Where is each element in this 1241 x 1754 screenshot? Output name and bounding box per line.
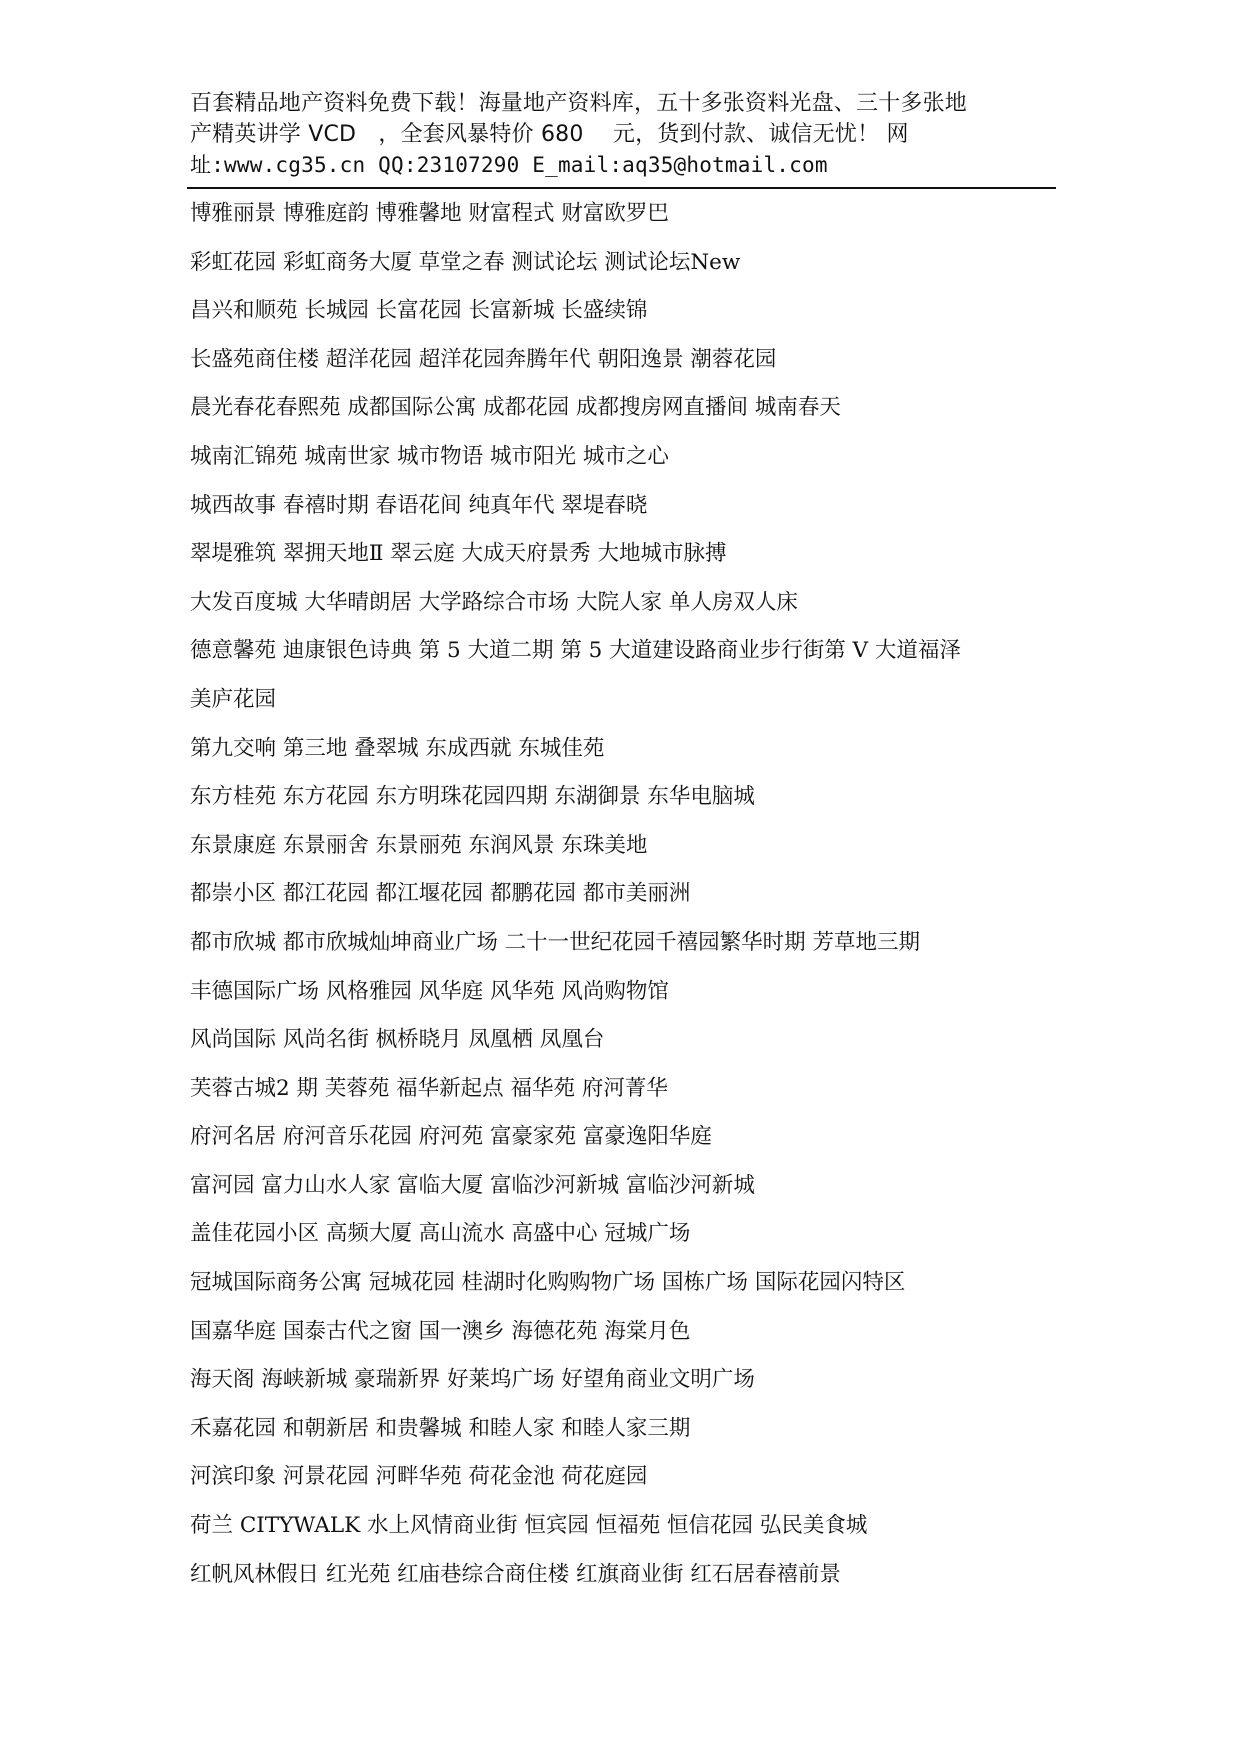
property-list xyxy=(190,196,1070,1605)
header-line-1: 百套精品地产资料免费下载！海量地产资料库，五十多张资料光盘、三十多张地 xyxy=(190,91,968,116)
list-item: 海天阁 海峡新城 豪瑞新界 好莱坞广场 好望角商业文明广场 xyxy=(190,1367,755,1393)
list-item: 彩虹花园 彩虹商务大厦 草堂之春 测试论坛 测试论坛New xyxy=(190,249,741,275)
list-item: 东景康庭 东景丽舍 东景丽苑 东润风景 东珠美地 xyxy=(190,832,648,858)
list-item: 第九交响 第三地 叠翠城 东成西就 东城佳苑 xyxy=(190,735,605,761)
list-item: 大发百度城 大华晴朗居 大学路综合市场 大院人家 单人房双人床 xyxy=(190,589,798,615)
list-item: 禾嘉花园 和朝新居 和贵馨城 和睦人家 和睦人家三期 xyxy=(190,1415,691,1441)
list-item: 博雅丽景 博雅庭韵 博雅馨地 财富程式 财富欧罗巴 xyxy=(190,201,669,226)
list-item: 盖佳花园小区 高频大厦 高山流水 高盛中心 冠城广场 xyxy=(190,1221,691,1247)
list-item: 城西故事 春禧时期 春语花间 纯真年代 翠堤春晓 xyxy=(190,492,648,518)
list-item: 河滨印象 河景花园 河畔华苑 荷花金池 荷花庭园 xyxy=(190,1464,648,1490)
list-item: 东方桂苑 东方花园 东方明珠花园四期 东湖御景 东华电脑城 xyxy=(190,784,755,810)
ad-header xyxy=(190,88,1060,181)
list-item: 富河园 富力山水人家 富临大厦 富临沙河新城 富临沙河新城 xyxy=(190,1172,755,1198)
list-item: 都市欣城 都市欣城灿坤商业广场 二十一世纪花园千禧园繁华时期 芳草地三期 xyxy=(190,929,921,955)
list-item: 美庐花园 xyxy=(190,686,277,712)
list-item: 荷兰 CITYWALK 水上风情商业街 恒宾园 恒福苑 恒信花园 弘民美食城 xyxy=(190,1513,868,1539)
header-line-3: 址:www.cg35.cn QQ:23107290 E_mail:aq35@hotmail.com xyxy=(190,153,828,177)
list-item: 丰德国际广场 风格雅园 风华庭 风华苑 风尚购物馆 xyxy=(190,978,669,1004)
header-line-2: 产精英讲学 VCD ，全套风暴特价 680 元，货到付款、诚信无忧！ 网 xyxy=(190,122,909,147)
list-item: 冠城国际商务公寓 冠城花园 桂湖时化购购物广场 国栋广场 国际花园闪特区 xyxy=(190,1270,906,1296)
list-item: 翠堤雅筑 翠拥天地Ⅱ 翠云庭 大成天府景秀 大地城市脉搏 xyxy=(190,541,727,567)
header-divider xyxy=(187,187,1056,189)
list-item: 昌兴和顺苑 长城园 长富花园 长富新城 长盛续锦 xyxy=(190,298,648,324)
list-item: 红帆风林假日 红光苑 红庙巷综合商住楼 红旗商业街 红石居春禧前景 xyxy=(190,1561,841,1587)
list-item: 风尚国际 风尚名街 枫桥晓月 凤凰栖 凤凰台 xyxy=(190,1027,605,1053)
list-item: 芙蓉古城2 期 芙蓉苑 福华新起点 福华苑 府河菁华 xyxy=(190,1075,668,1101)
list-item: 府河名居 府河音乐花园 府河苑 富豪家苑 富豪逸阳华庭 xyxy=(190,1124,712,1150)
list-item: 晨光春花春熙苑 成都国际公寓 成都花园 成都搜房网直播间 城南春天 xyxy=(190,395,841,421)
list-item: 国嘉华庭 国泰古代之窗 国一澳乡 海德花苑 海棠月色 xyxy=(190,1318,691,1344)
list-item: 德意馨苑 迪康银色诗典 第 5 大道二期 第 5 大道建设路商业步行街第 V 大道福泽 xyxy=(190,638,961,664)
list-item: 都崇小区 都江花园 都江堰花园 都鹏花园 都市美丽洲 xyxy=(190,881,691,907)
list-item: 长盛苑商住楼 超洋花园 超洋花园奔腾年代 朝阳逸景 潮蓉花园 xyxy=(190,346,777,372)
list-item: 城南汇锦苑 城南世家 城市物语 城市阳光 城市之心 xyxy=(190,443,669,469)
